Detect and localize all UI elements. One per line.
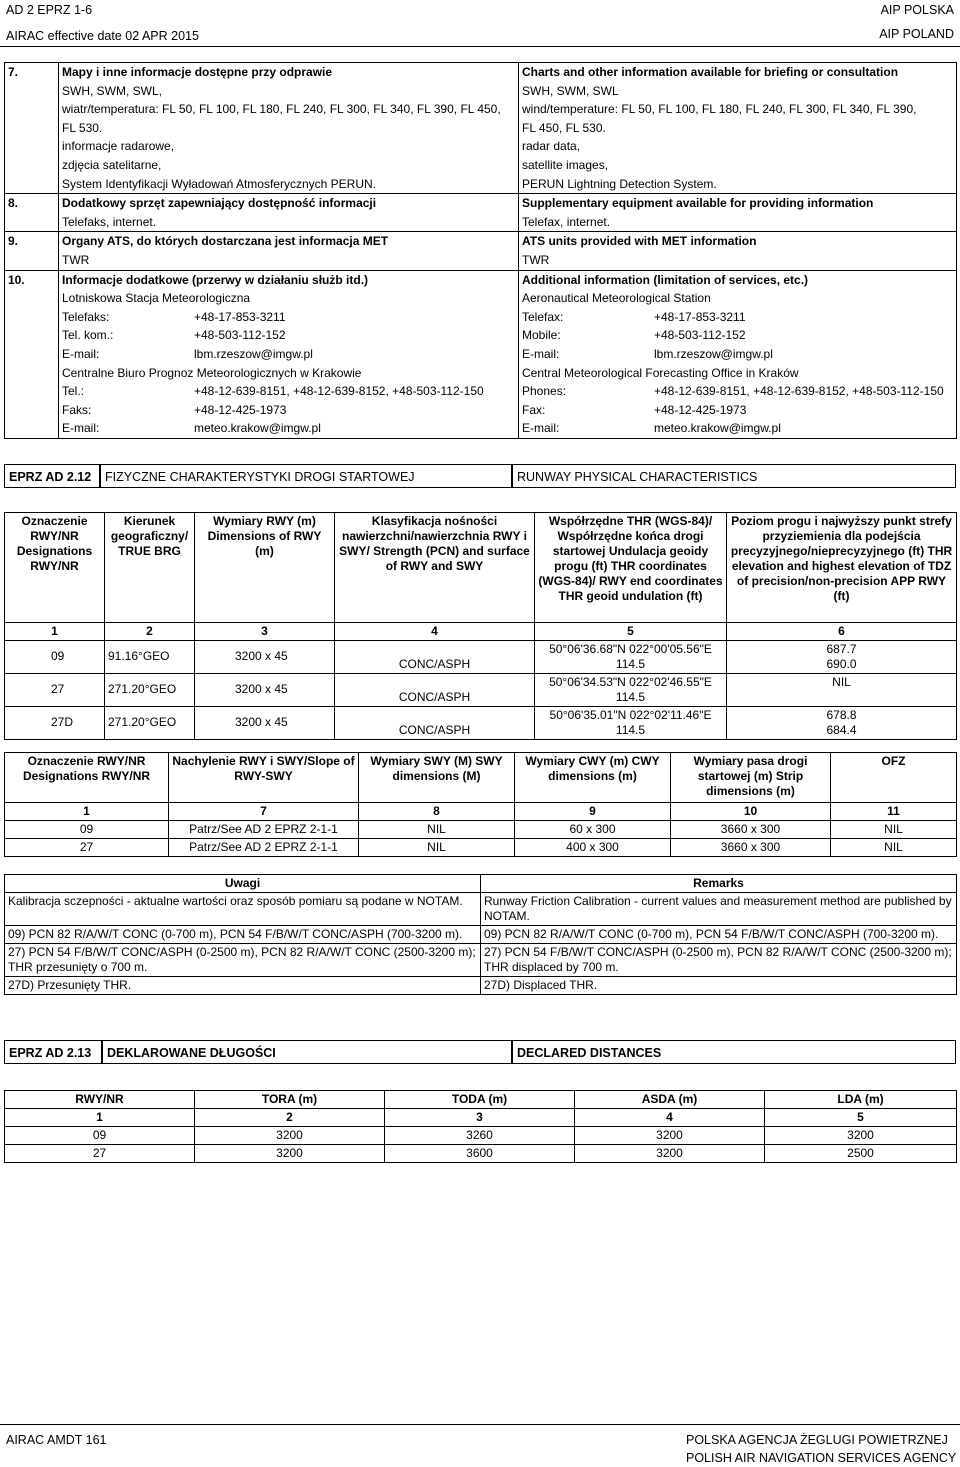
column-header: LDA (m) — [765, 1091, 957, 1109]
column-header: Wymiary pasa drogi startowej (m) Strip dimensions (m) — [671, 753, 831, 803]
column-header: TODA (m) — [385, 1091, 575, 1109]
station-name-pl: Lotniskowa Stacja Meteorologiczna — [62, 291, 251, 306]
station-name-en: Aeronautical Meteorological Station — [522, 291, 711, 306]
runway-slope-table — [4, 752, 957, 857]
contact-value: +48-17-853-3211 — [194, 309, 286, 324]
column-header: RWY/NR — [5, 1091, 195, 1109]
table-cell: NIL — [831, 839, 957, 857]
table-cell: 3200 — [195, 1127, 385, 1145]
table-cell: NIL — [359, 839, 515, 857]
rwy-designator: 09 — [5, 641, 105, 674]
contact-row — [62, 326, 515, 345]
contact-row — [522, 382, 953, 401]
item-en-line: TWR — [522, 252, 550, 267]
remark-pl: 27) PCN 54 F/B/W/T CONC/ASPH (0-2500 m), PCN 82 R/A/W/T CONC (2500-3200 m); THR przesunięty o 700 m. — [5, 944, 481, 977]
item-en — [519, 194, 957, 232]
true-bearing: 271.20°GEO — [105, 707, 195, 740]
contact-label: Tel. kom.: — [62, 328, 114, 343]
rwy-dimensions: 3200 x 45 — [195, 641, 335, 674]
header-rule — [0, 46, 960, 47]
rwy-dimensions: 3200 x 45 — [195, 674, 335, 707]
table-cell: 3260 — [385, 1127, 575, 1145]
column-header: Wymiary SWY (M) SWY dimensions (M) — [359, 753, 515, 803]
remarks-row — [5, 893, 957, 926]
office-name-en: Central Meteorological Forecasting Office in Kraków — [522, 365, 799, 380]
contact-label: E-mail: — [62, 421, 100, 436]
column-header: Kierunek geograficzny/ TRUE BRG — [105, 513, 195, 623]
column-number: 11 — [831, 803, 957, 821]
table-cell: 3200 — [765, 1127, 957, 1145]
runway-characteristics-table — [4, 512, 957, 740]
column-header: Nachylenie RWY i SWY/Slope of RWY-SWY — [169, 753, 359, 803]
airac-date: AIRAC effective date 02 APR 2015 — [6, 29, 199, 43]
column-number: 4 — [335, 623, 535, 641]
table-row — [5, 821, 957, 839]
item-en-title: Supplementary equipment available for providing information — [522, 196, 874, 211]
table-cell: 09 — [5, 821, 169, 839]
section-213-title-en: DECLARED DISTANCES — [512, 1040, 956, 1064]
column-number: 1 — [5, 803, 169, 821]
aip-polska: AIP POLSKA — [880, 3, 954, 17]
item-en-line: FL 450, FL 530. — [522, 120, 606, 135]
item-en-line: satellite images, — [522, 157, 609, 172]
column-number: 10 — [671, 803, 831, 821]
item-en-title: ATS units provided with MET information — [522, 234, 757, 249]
section-212-code: EPRZ AD 2.12 — [4, 464, 100, 488]
contact-label: Telefax: — [522, 309, 564, 324]
item-en-line: PERUN Lightning Detection System. — [522, 176, 717, 191]
contact-row — [62, 308, 515, 327]
contact-label: Mobile: — [522, 328, 561, 343]
contact-value: meteo.krakow@imgw.pl — [654, 421, 781, 436]
table-cell: 27 — [5, 1145, 195, 1163]
thr-coordinates — [535, 674, 727, 707]
remarks-table — [4, 874, 957, 995]
column-number: 3 — [385, 1109, 575, 1127]
column-header: Współrzędne THR (WGS-84)/ Współrzędne końca drogi startowej Undulacja geoidy progu (ft) THR coordinates (WGS-84)/ RWY end coordinates THR geoid undulation (ft) — [535, 513, 727, 623]
column-header: Poziom progu i najwyższy punkt strefy przyziemienia dla podejścia precyzyjnego/nieprecyzyjnego (ft) THR elevation and highest elevation of TDZ of precision/non-precision APP RWY (ft) — [727, 513, 957, 623]
contact-value: +48-12-639-8151, +48-12-639-8152, +48-503-112-150 — [654, 384, 944, 399]
rwy-dimensions: 3200 x 45 — [195, 707, 335, 740]
remark-pl: 09) PCN 82 R/A/W/T CONC (0-700 m), PCN 54 F/B/W/T CONC/ASPH (700-3200 m). — [5, 926, 481, 944]
table-cell: 3200 — [575, 1145, 765, 1163]
true-bearing: 271.20°GEO — [105, 674, 195, 707]
coordinate-text: 50°06'36.68"N 022°00'05.56"E — [549, 642, 712, 656]
contact-row — [522, 326, 953, 345]
column-number: 5 — [765, 1109, 957, 1127]
remarks-row — [5, 926, 957, 944]
contact-row — [62, 345, 515, 364]
contact-row — [62, 419, 515, 438]
table-cell: NIL — [831, 821, 957, 839]
item-pl-line: TWR — [62, 252, 90, 267]
item-en — [519, 63, 957, 194]
item-pl-line: SWH, SWM, SWL, — [62, 83, 162, 98]
table-cell: 3200 — [195, 1145, 385, 1163]
table-row — [5, 707, 957, 740]
thr-elevation — [727, 641, 957, 674]
table-cell: 3660 x 300 — [671, 839, 831, 857]
item-pl-title: Mapy i inne informacje dostępne przy odprawie — [62, 65, 333, 79]
column-number: 8 — [359, 803, 515, 821]
table-cell: 09 — [5, 1127, 195, 1145]
table-cell: 400 x 300 — [515, 839, 671, 857]
contact-label: E-mail: — [522, 346, 560, 361]
table-cell: 2500 — [765, 1145, 957, 1163]
item-en-line: radar data, — [522, 139, 581, 154]
office-name-pl: Centralne Biuro Prognoz Meteorologicznych w Krakowie — [62, 365, 362, 380]
rwy-surface: CONC/ASPH — [335, 674, 535, 707]
item-en — [519, 270, 957, 438]
geoid-undulation: 114.5 — [615, 690, 646, 704]
contact-value: +48-17-853-3211 — [654, 309, 746, 324]
table-cell: 3660 x 300 — [671, 821, 831, 839]
item-en-line: SWH, SWM, SWL — [522, 83, 619, 98]
column-number: 5 — [535, 623, 727, 641]
tdz-elevation-value: 690.0 — [826, 657, 857, 671]
declared-distances-table — [4, 1090, 957, 1163]
section-213-code: EPRZ AD 2.13 — [4, 1040, 102, 1064]
coordinate-text: 50°06'35.01"N 022°02'11.46"E — [549, 708, 712, 722]
geoid-undulation: 114.5 — [615, 657, 646, 671]
item-en-line: wind/temperature: FL 50, FL 100, FL 180, FL 240, FL 300, FL 340, FL 390, — [522, 102, 917, 117]
item-number: 9. — [5, 232, 59, 270]
contact-value: +48-12-425-1973 — [194, 402, 287, 417]
contact-label: Phones: — [522, 384, 567, 399]
item-pl — [59, 194, 519, 232]
contact-row — [522, 345, 953, 364]
column-header: ASDA (m) — [575, 1091, 765, 1109]
contact-row — [62, 401, 515, 420]
contact-label: E-mail: — [522, 421, 560, 436]
contact-label: E-mail: — [62, 346, 100, 361]
contact-value: +48-12-639-8151, +48-12-639-8152, +48-503-112-150 — [194, 384, 484, 399]
elevation-value: 687.7 — [826, 642, 857, 656]
tdz-elevation-value: 684.4 — [826, 723, 857, 737]
contact-row — [522, 308, 953, 327]
thr-coordinates — [535, 707, 727, 740]
contact-label: Telefaks: — [62, 309, 110, 324]
rwy-designator: 27D — [5, 707, 105, 740]
column-number: 7 — [169, 803, 359, 821]
contact-row — [62, 382, 515, 401]
item-pl-line: System Identyfikacji Wyładowań Atmosferycznych PERUN. — [62, 176, 376, 191]
section-212-title-en: RUNWAY PHYSICAL CHARACTERISTICS — [512, 464, 956, 488]
table-cell: Patrz/See AD 2 EPRZ 2-1-1 — [169, 821, 359, 839]
contact-value: meteo.krakow@imgw.pl — [194, 421, 321, 436]
table-row — [5, 1145, 957, 1163]
remarks-header-pl: Uwagi — [5, 875, 481, 893]
coordinate-text: 50°06'34.53"N 022°02'46.55"E — [549, 675, 712, 689]
item-row — [5, 232, 957, 270]
footer-rule — [0, 1424, 960, 1425]
contact-value: lbm.rzeszow@imgw.pl — [654, 346, 773, 361]
column-number: 4 — [575, 1109, 765, 1127]
table-cell: 60 x 300 — [515, 821, 671, 839]
table-cell: 3200 — [575, 1127, 765, 1145]
column-number: 9 — [515, 803, 671, 821]
item-row-10 — [5, 270, 957, 438]
contact-value: +48-503-112-152 — [654, 328, 746, 343]
item-pl-title: Informacje dodatkowe (przerwy w działaniu służb itd.) — [62, 272, 369, 287]
column-header: Oznaczenie RWY/NR Designations RWY/NR — [5, 513, 105, 623]
item-pl-line: zdjęcia satelitarne, — [62, 157, 162, 172]
remarks-header-en: Remarks — [481, 875, 957, 893]
section-213-title-pl: DEKLAROWANE DŁUGOŚCI — [102, 1040, 512, 1064]
contact-value: +48-12-425-1973 — [654, 402, 747, 417]
agency-name-en: POLISH AIR NAVIGATION SERVICES AGENCY — [686, 1451, 957, 1465]
remark-pl: Kalibracja sczepności - aktualne wartości oraz sposób pomiaru są podane w NOTAM. — [5, 893, 481, 926]
item-number: 7. — [5, 63, 59, 194]
column-number: 2 — [105, 623, 195, 641]
item-en-line: Telefax, internet. — [522, 214, 611, 229]
item-row — [5, 63, 957, 194]
remarks-row — [5, 977, 957, 995]
item-number: 10. — [5, 270, 59, 438]
contact-value: +48-503-112-152 — [194, 328, 286, 343]
item-pl-title: Organy ATS, do których dostarczana jest informacja MET — [62, 234, 389, 249]
item-pl-line: informacje radarowe, — [62, 139, 175, 154]
thr-coordinates — [535, 641, 727, 674]
table-row — [5, 839, 957, 857]
item-pl-title: Dodatkowy sprzęt zapewniający dostępność informacji — [62, 196, 377, 211]
table-cell: 27 — [5, 839, 169, 857]
column-header: Wymiary RWY (m) Dimensions of RWY (m) — [195, 513, 335, 623]
rwy-designator: 27 — [5, 674, 105, 707]
item-row — [5, 194, 957, 232]
remark-en: Runway Friction Calibration - current values and measurement method are published by NOTAM. — [481, 893, 957, 926]
geoid-undulation: 114.5 — [615, 723, 646, 737]
elevation-value: 678.8 — [826, 708, 857, 722]
item-pl — [59, 232, 519, 270]
thr-elevation — [727, 707, 957, 740]
true-bearing: 91.16°GEO — [105, 641, 195, 674]
contact-label: Tel.: — [62, 384, 85, 399]
remark-en: 09) PCN 82 R/A/W/T CONC (0-700 m), PCN 54 F/B/W/T CONC/ASPH (700-3200 m). — [481, 926, 957, 944]
column-header: TORA (m) — [195, 1091, 385, 1109]
airac-amdt: AIRAC AMDT 161 — [6, 1433, 107, 1447]
column-number: 1 — [5, 623, 105, 641]
column-header: Wymiary CWY (m) CWY dimensions (m) — [515, 753, 671, 803]
page-id: AD 2 EPRZ 1-6 — [6, 3, 93, 17]
item-pl-line: FL 530. — [62, 120, 103, 135]
item-pl-line: wiatr/temperatura: FL 50, FL 100, FL 180, FL 240, FL 300, FL 340, FL 390, FL 450, — [62, 102, 501, 117]
column-number: 2 — [195, 1109, 385, 1127]
item-number: 8. — [5, 194, 59, 232]
thr-elevation — [727, 674, 957, 707]
contact-row — [522, 401, 953, 420]
table-cell: NIL — [359, 821, 515, 839]
met-info-table — [4, 62, 957, 439]
column-number: 6 — [727, 623, 957, 641]
remark-en: 27) PCN 54 F/B/W/T CONC/ASPH (0-2500 m), PCN 82 R/A/W/T CONC (2500-3200 m); THR displaced by 700 m. — [481, 944, 957, 977]
item-en — [519, 232, 957, 270]
column-header: Oznaczenie RWY/NR Designations RWY/NR — [5, 753, 169, 803]
column-header: OFZ — [831, 753, 957, 803]
item-pl-line: Telefaks, internet. — [62, 214, 157, 229]
table-row — [5, 674, 957, 707]
elevation-value: NIL — [832, 675, 851, 689]
column-number: 3 — [195, 623, 335, 641]
column-header: Klasyfikacja nośności nawierzchni/nawierzchnia RWY i SWY/ Strength (PCN) and surface of RWY and SWY — [335, 513, 535, 623]
table-row — [5, 1127, 957, 1145]
contact-row — [522, 419, 953, 438]
table-cell: 3600 — [385, 1145, 575, 1163]
remark-pl: 27D) Przesunięty THR. — [5, 977, 481, 995]
aip-poland: AIP POLAND — [879, 27, 954, 41]
contact-label: Fax: — [522, 402, 546, 417]
agency-name-pl: POLSKA AGENCJA ŻEGLUGI POWIETRZNEJ — [686, 1433, 948, 1447]
table-cell: Patrz/See AD 2 EPRZ 2-1-1 — [169, 839, 359, 857]
section-212-title-pl: FIZYCZNE CHARAKTERYSTYKI DROGI STARTOWEJ — [100, 464, 512, 488]
item-pl — [59, 63, 519, 194]
remarks-row — [5, 944, 957, 977]
rwy-surface: CONC/ASPH — [335, 707, 535, 740]
column-number: 1 — [5, 1109, 195, 1127]
table-row — [5, 641, 957, 674]
contact-label: Faks: — [62, 402, 92, 417]
item-en-title: Additional information (limitation of services, etc.) — [522, 272, 809, 287]
rwy-surface: CONC/ASPH — [335, 641, 535, 674]
remark-en: 27D) Displaced THR. — [481, 977, 957, 995]
item-en-title: Charts and other information available for briefing or consultation — [522, 65, 899, 79]
contact-value: lbm.rzeszow@imgw.pl — [194, 346, 313, 361]
item-pl — [59, 270, 519, 438]
